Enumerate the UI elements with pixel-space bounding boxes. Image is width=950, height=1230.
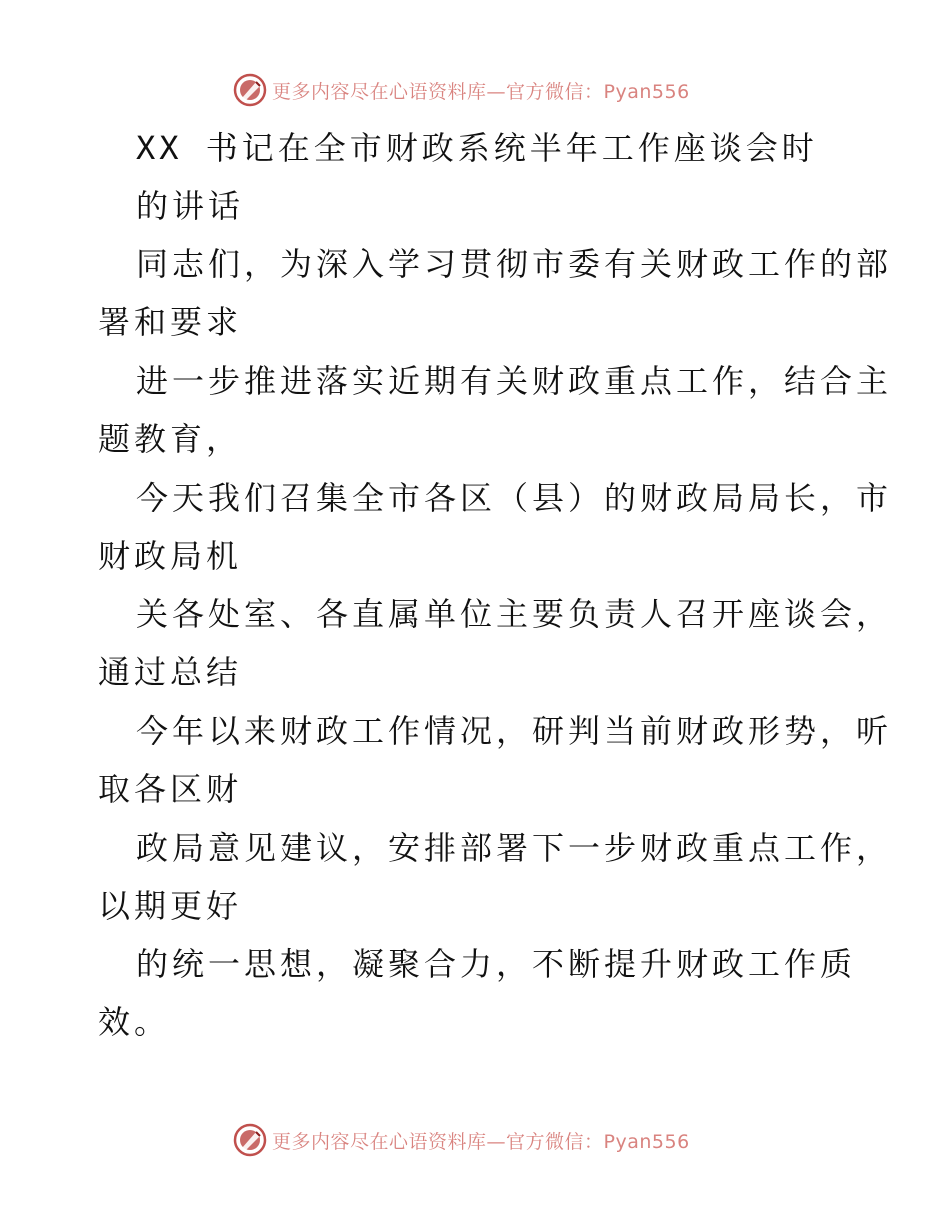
paragraph-line: 政局意见建议，安排部署下一步财政重点工作， — [136, 829, 893, 867]
paragraph-line: 题教育， — [98, 420, 243, 458]
paragraph-line: 今天我们召集全市各区（县）的财政局局长，市 — [136, 479, 893, 517]
pen-logo-icon — [232, 72, 268, 108]
paragraph-line: 以期更好 — [98, 887, 243, 925]
paragraph-line: 今年以来财政工作情况，研判当前财政形势，听 — [136, 712, 893, 750]
paragraph-line: 通过总结 — [98, 653, 243, 691]
watermark-banner-bottom — [232, 1122, 690, 1158]
watermark-text: 更多内容尽在心语资料库—官方微信： — [272, 80, 604, 103]
paragraph-line: 的统一思想，凝聚合力，不断提升财政工作质 — [136, 945, 857, 983]
watermark-handle: Pyan556 — [603, 80, 690, 103]
paragraph-line: 同志们，为深入学习贯彻市委有关财政工作的部 — [136, 245, 893, 283]
paragraph-line: 署和要求 — [98, 303, 243, 341]
pen-logo-icon — [232, 1122, 268, 1158]
paragraph-line: 效。 — [98, 1003, 171, 1041]
paragraph-line: 财政局机 — [98, 537, 243, 575]
paragraph-line: 取各区财 — [98, 770, 243, 808]
watermark-text: 更多内容尽在心语资料库—官方微信： — [272, 1130, 604, 1153]
paragraph-line: 进一步推进落实近期有关财政重点工作，结合主 — [136, 362, 893, 400]
paragraph-line: 关各处室、各直属单位主要负责人召开座谈会， — [136, 595, 893, 633]
title-line-2: 的讲话 — [136, 187, 245, 225]
watermark-banner-top — [232, 72, 690, 108]
title-line-1: XX 书记在全市财政系统半年工作座谈会时 — [136, 129, 818, 167]
watermark-handle: Pyan556 — [603, 1130, 690, 1153]
